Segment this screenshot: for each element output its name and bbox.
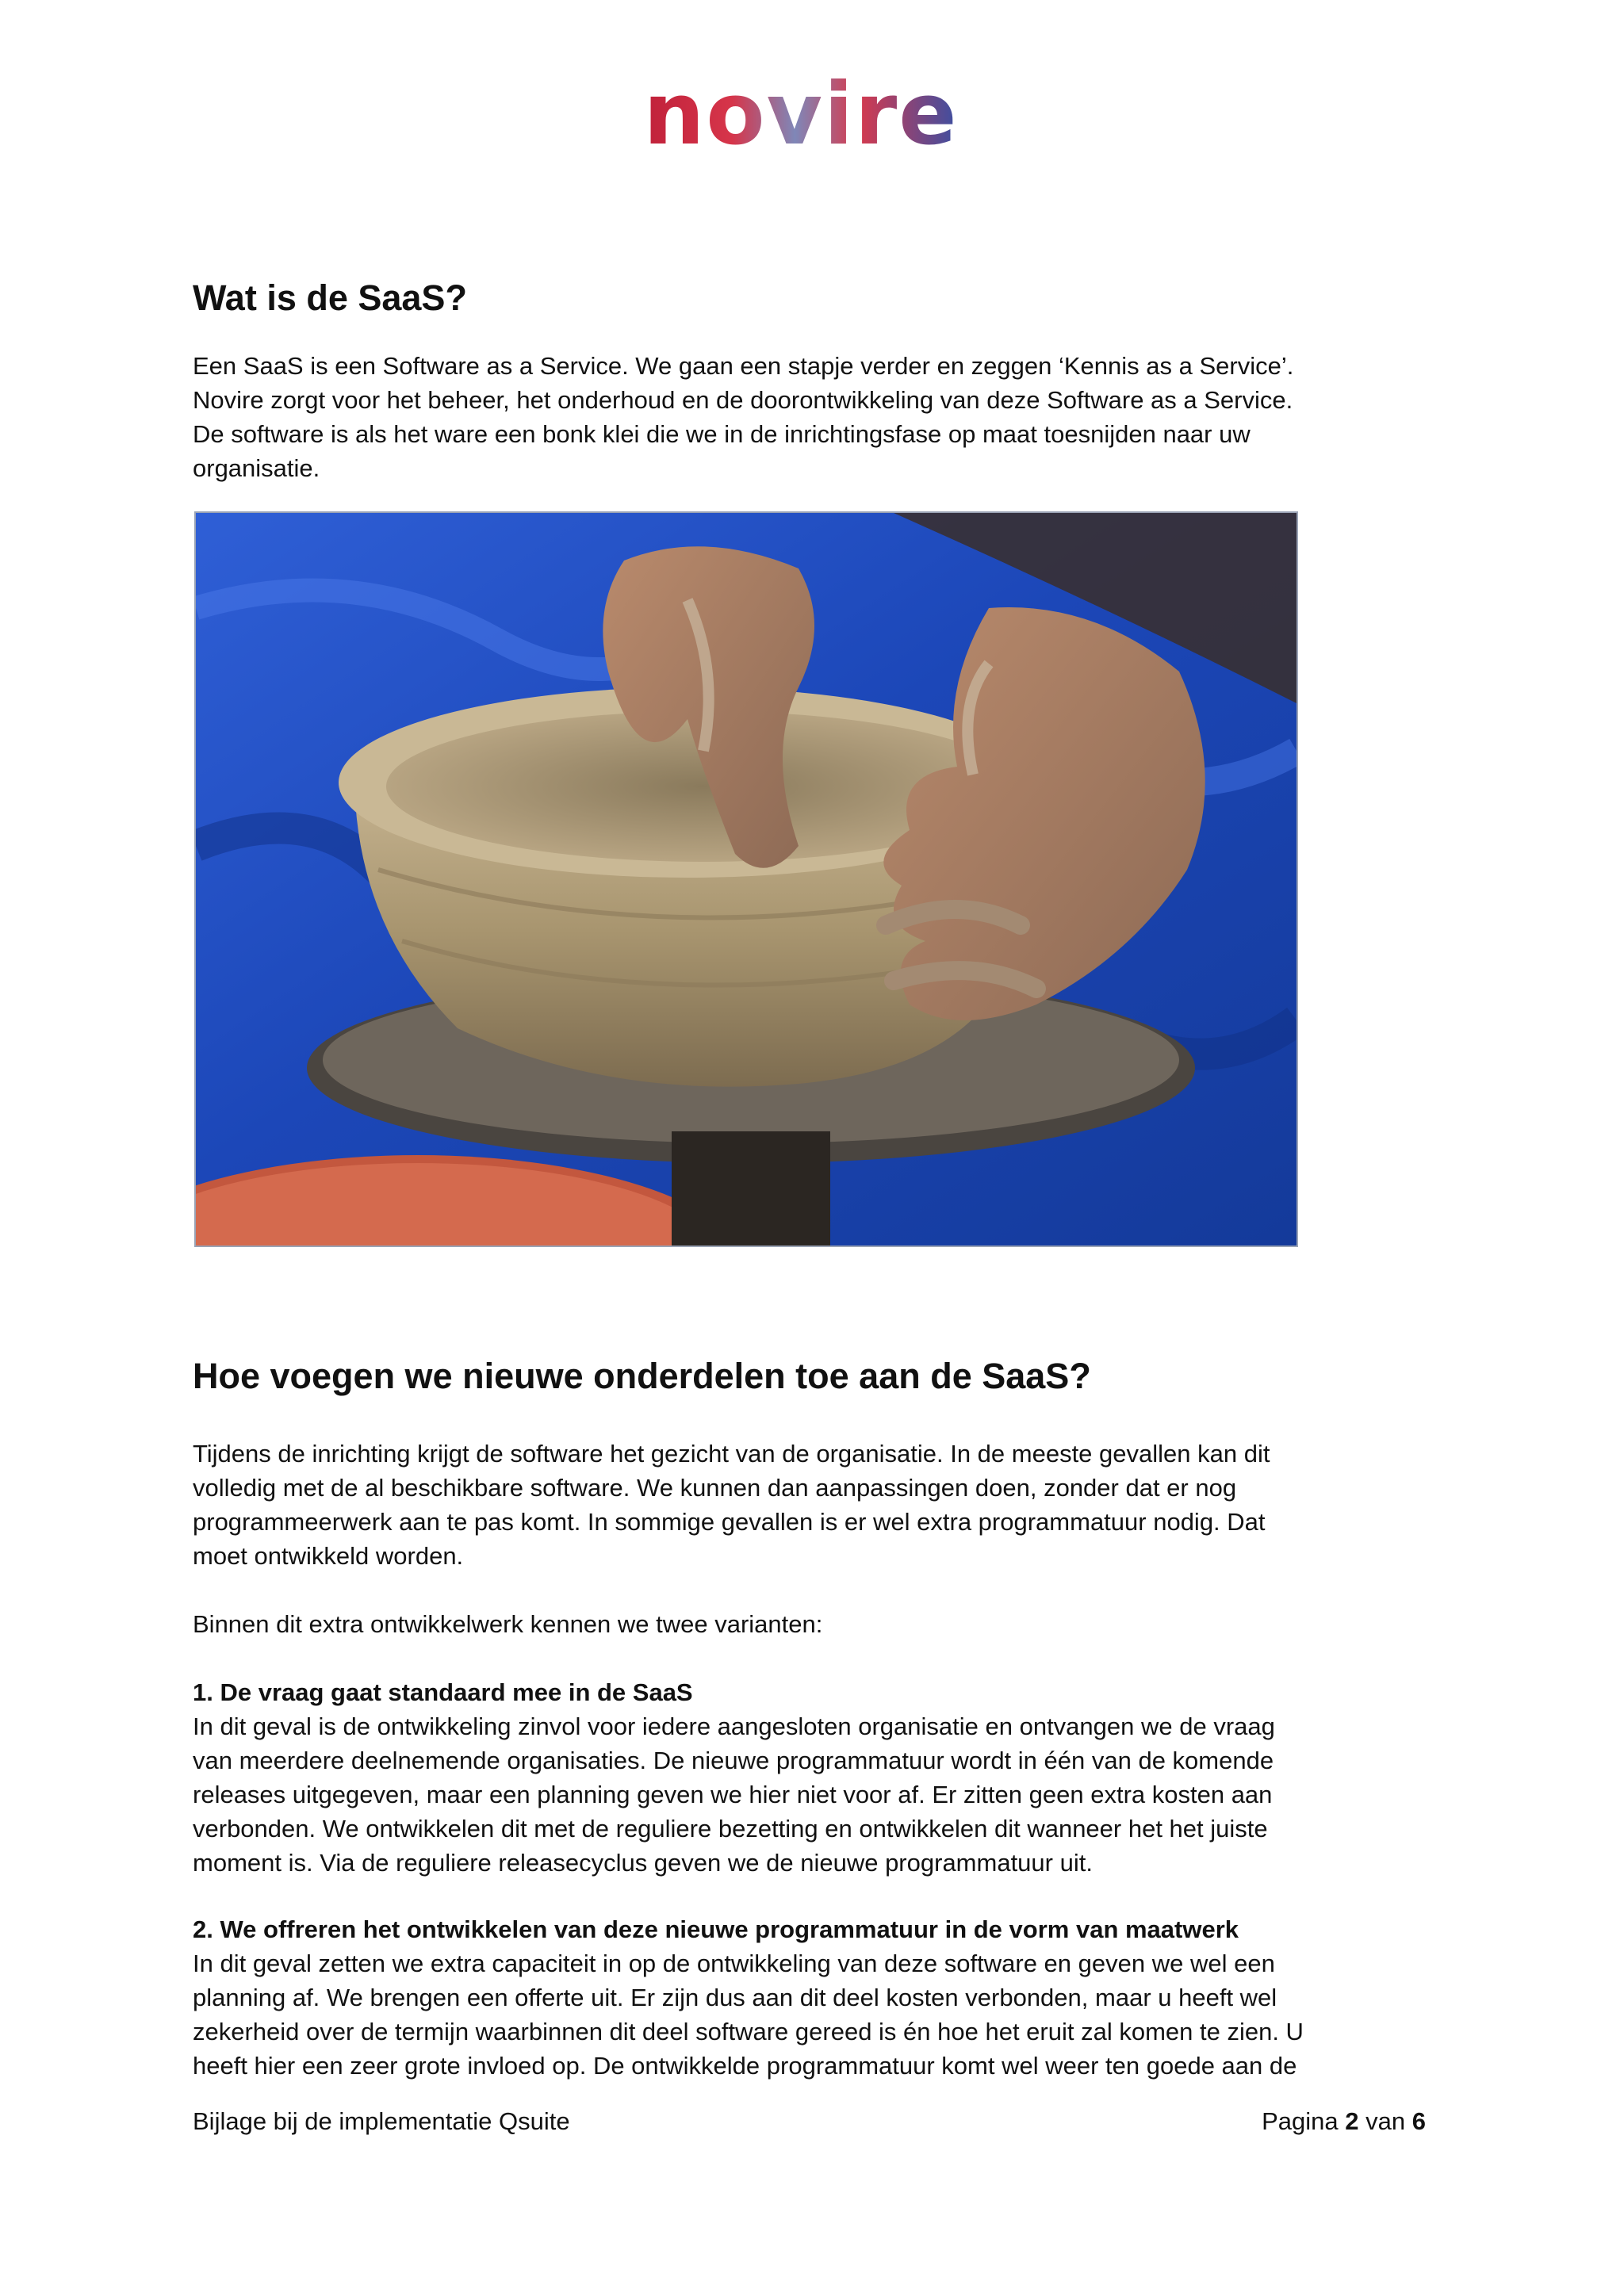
logo-text: novire [643, 65, 959, 164]
paragraph-line: In dit geval zetten we extra capaciteit in op de ontwikkeling van deze software en geven we wel een [193, 1950, 1275, 1977]
pottery-photo [194, 511, 1298, 1247]
variant2-block [193, 1912, 1430, 2083]
page-current: 2 [1345, 2107, 1359, 2135]
section1-paragraph [193, 349, 1430, 485]
page-label: Pagina [1262, 2107, 1339, 2135]
paragraph-line: volledig met de al beschikbare software. We kunnen dan aanpassingen doen, zonder dat er nog [193, 1474, 1237, 1502]
paragraph-line: organisatie. [193, 454, 320, 482]
paragraph-line: programmeerwerk aan te pas komt. In sommige gevallen is er wel extra programmatuur nodig. Dat [193, 1508, 1266, 1536]
paragraph-line: verbonden. We ontwikkelen dit met de reguliere bezetting en ontwikkelen dit wanneer het het juiste [193, 1815, 1268, 1843]
paragraph-line: Novire zorgt voor het beheer, het onderhoud en de doorontwikkeling van deze Software as a Service. [193, 386, 1293, 414]
page-total: 6 [1411, 2107, 1426, 2135]
paragraph-line: planning af. We brengen een offerte uit. Er zijn dus aan dit deel kosten verbonden, maar u heeft wel [193, 1984, 1277, 2011]
footer-document-title: Bijlage bij de implementatie Qsuite [193, 2107, 570, 2135]
paragraph-line: moment is. Via de reguliere releasecyclus geven we de nieuwe programmatuur uit. [193, 1849, 1093, 1877]
paragraph-line: Tijdens de inrichting krijgt de software het gezicht van de organisatie. In de meeste gevallen kan dit [193, 1440, 1270, 1468]
paragraph-line: heeft hier een zeer grote invloed op. De ontwikkelde programmatuur komt wel weer ten goede aan de [193, 2052, 1297, 2080]
section-heading-saas: Wat is de SaaS? [193, 277, 467, 318]
paragraph-line: moet ontwikkeld worden. [193, 1542, 464, 1570]
paragraph-line: Een SaaS is een Software as a Service. We gaan een stapje verder en zeggen ‘Kennis as a Service’. [193, 352, 1294, 380]
variant2-title: 2. We offreren het ontwikkelen van deze nieuwe programmatuur in de vorm van maatwerk [193, 1915, 1239, 1943]
section-heading-new-parts: Hoe voegen we nieuwe onderdelen toe aan de SaaS? [193, 1356, 1091, 1396]
paragraph-line: releases uitgegeven, maar een planning geven we hier niet voor af. Er zitten geen extra kosten aan [193, 1781, 1273, 1808]
paragraph-line: In dit geval is de ontwikkeling zinvol voor iedere aangesloten organisatie en ontvangen we de vraag [193, 1712, 1275, 1740]
variants-intro [193, 1607, 1430, 1641]
section2-intro-paragraph [193, 1437, 1430, 1573]
variant1-title: 1. De vraag gaat standaard mee in de SaaS [193, 1678, 693, 1706]
of-label: van [1365, 2107, 1406, 2135]
pottery-illustration [196, 513, 1297, 1246]
footer-page-number [1262, 2107, 1426, 2136]
paragraph-line: zekerheid over de termijn waarbinnen dit deel software gereed is én hoe het eruit zal komen te zien. U [193, 2018, 1304, 2045]
novire-logo [643, 63, 959, 166]
variant1-block [193, 1675, 1430, 1880]
paragraph-line: De software is als het ware een bonk klei die we in de inrichtingsfase op maat toesnijden naar uw [193, 420, 1251, 448]
paragraph-line: van meerdere deelnemende organisaties. De nieuwe programmatuur wordt in één van de komende [193, 1747, 1274, 1774]
paragraph-line: Binnen dit extra ontwikkelwerk kennen we twee varianten: [193, 1610, 823, 1638]
